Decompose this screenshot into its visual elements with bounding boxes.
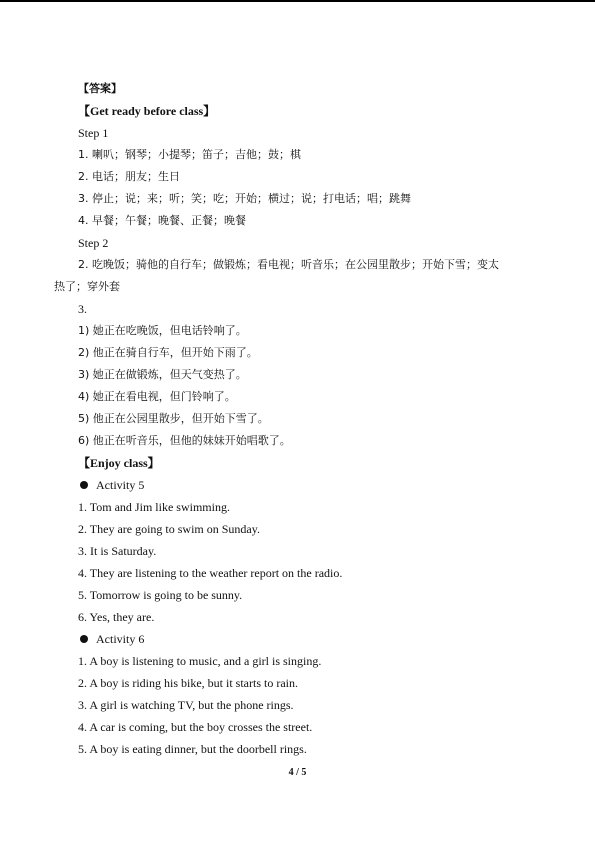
bullet-icon [80,481,88,489]
activity6-item: 1. A boy is listening to music, and a girl is singing. [78,654,322,668]
activity6-item: 4. A car is coming, but the boy crosses the street. [78,720,313,734]
activity5-item: 3. It is Saturday. [78,544,157,558]
step2-item3-list-item: 2) 他正在骑自行车，但开始下雨了。 [78,346,258,359]
step2-item3-list-item: 6) 他正在听音乐，但他的妹妹开始唱歌了。 [78,434,291,447]
step2-item3-list-item: 4) 她正在看电视，但门铃响了。 [78,390,236,403]
activity5-item: 2. They are going to swim on Sunday. [78,522,260,536]
answer-content [54,78,518,760]
answers-heading: 【答案】 [78,82,122,95]
bullet-icon [80,635,88,643]
activity6-heading [78,628,518,650]
step2-item3-list-item: 1) 她正在吃晚饭，但电话铃响了。 [78,324,247,337]
activity5-label: Activity 5 [96,478,145,492]
step2-label: Step 2 [78,236,109,250]
top-rule [0,0,595,2]
activity5-heading [78,474,518,496]
activity5-item: 6. Yes, they are. [78,610,155,624]
step1-item: 3. 停止；说；来；听；笑；吃；开始；横过；说；打电话；唱；跳舞 [78,192,411,205]
step2-item2-line1: 2. 吃晚饭；骑他的自行车；做锻炼；看电视；听音乐；在公园里散步；开始下雪；变太 [78,258,499,271]
activity6-item: 3. A girl is watching TV, but the phone rings. [78,698,294,712]
section-heading-before-class: 【Get ready before class】 [78,104,216,118]
step1-item: 4. 早餐；午餐；晚餐、正餐；晚餐 [78,214,246,227]
step2-item2-line2: 热了；穿外套 [54,280,120,293]
step2-item3-list-item: 3) 她正在做锻炼，但天气变热了。 [78,368,247,381]
activity5-item: 1. Tom and Jim like swimming. [78,500,230,514]
activity6-label: Activity 6 [96,632,145,646]
activity6-item: 5. A boy is eating dinner, but the doorbell rings. [78,742,307,756]
activity6-item: 2. A boy is riding his bike, but it starts to rain. [78,676,298,690]
step2-item3-list-item: 5) 他正在公园里散步，但开始下雪了。 [78,412,269,425]
page-number: 4 / 5 [288,767,307,778]
step2-item3-label: 3. [78,302,87,316]
section-heading-enjoy-class: 【Enjoy class】 [78,456,160,470]
step1-label: Step 1 [78,126,109,140]
activity5-item: 5. Tomorrow is going to be sunny. [78,588,243,602]
step1-item: 1. 喇叭；钢琴；小提琴；笛子；吉他；鼓；棋 [78,148,301,161]
activity5-item: 4. They are listening to the weather report on the radio. [78,566,343,580]
step1-item: 2. 电话；朋友；生日 [78,170,180,183]
